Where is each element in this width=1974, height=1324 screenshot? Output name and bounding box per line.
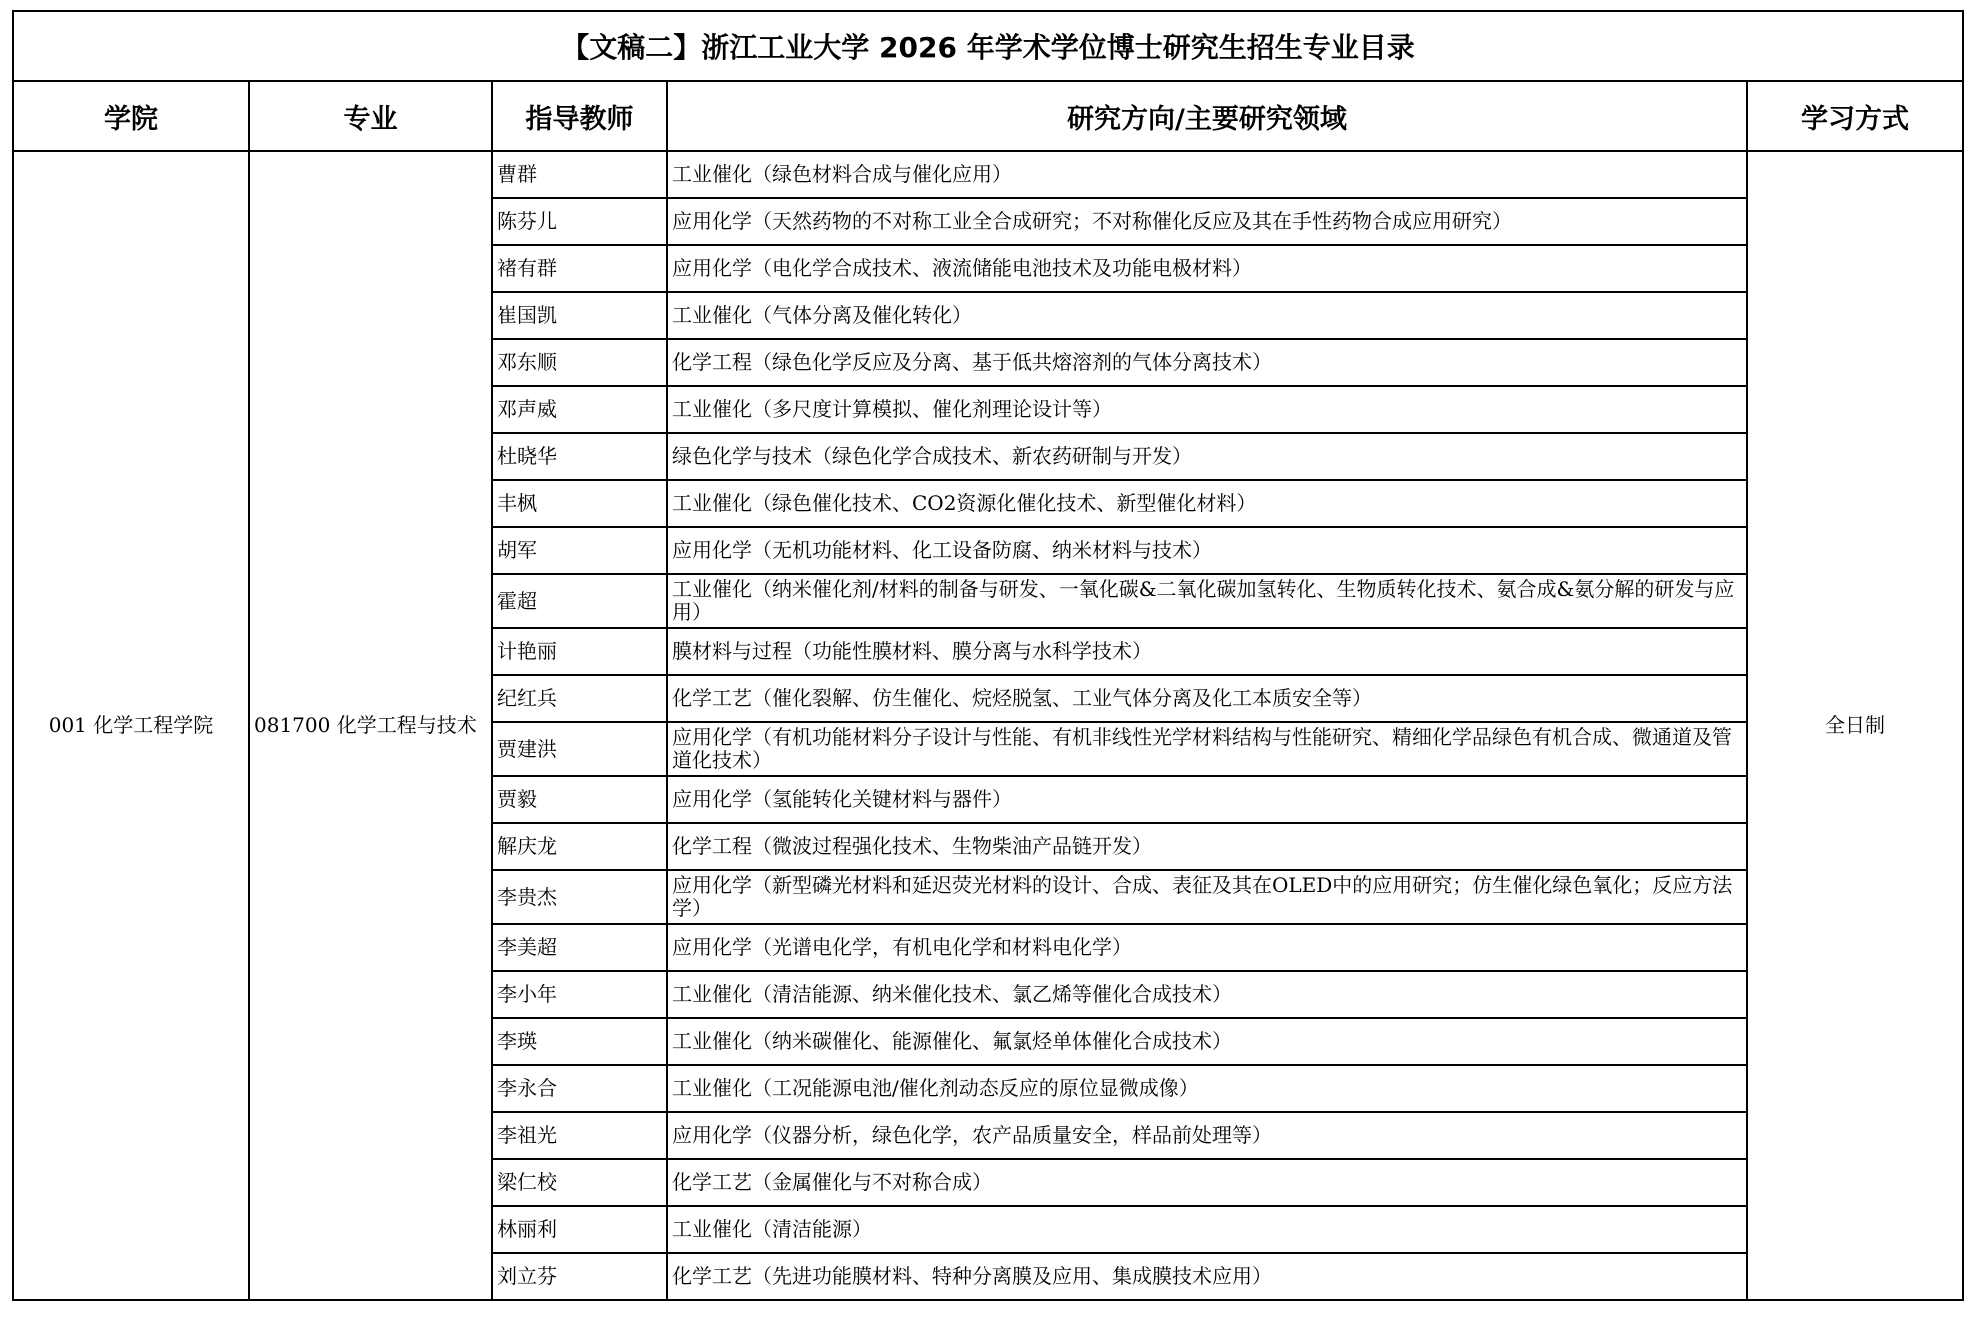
direction-cell: 工业催化（纳米碳催化、能源催化、氟氯烃单体催化合成技术） bbox=[667, 1018, 1747, 1065]
advisor-cell: 李贵杰 bbox=[492, 870, 667, 924]
advisor-cell: 李祖光 bbox=[492, 1112, 667, 1159]
header-major: 专业 bbox=[249, 81, 492, 151]
direction-cell: 绿色化学与技术（绿色化学合成技术、新农药研制与开发） bbox=[667, 433, 1747, 480]
direction-cell: 化学工程（绿色化学反应及分离、基于低共熔溶剂的气体分离技术） bbox=[667, 339, 1747, 386]
advisor-cell: 丰枫 bbox=[492, 480, 667, 527]
advisor-cell: 邓东顺 bbox=[492, 339, 667, 386]
page-title: 【文稿二】浙江工业大学 2026 年学术学位博士研究生招生专业目录 bbox=[13, 11, 1963, 81]
direction-cell: 化学工艺（先进功能膜材料、特种分离膜及应用、集成膜技术应用） bbox=[667, 1253, 1747, 1300]
advisor-cell: 贾毅 bbox=[492, 776, 667, 823]
advisor-cell: 李美超 bbox=[492, 924, 667, 971]
direction-cell: 工业催化（多尺度计算模拟、催化剂理论设计等） bbox=[667, 386, 1747, 433]
direction-cell: 应用化学（新型磷光材料和延迟荧光材料的设计、合成、表征及其在OLED中的应用研究；仿生催化绿色氧化；反应方法学） bbox=[667, 870, 1747, 924]
header-advisor: 指导教师 bbox=[492, 81, 667, 151]
advisor-cell: 纪红兵 bbox=[492, 675, 667, 722]
advisor-cell: 胡军 bbox=[492, 527, 667, 574]
direction-cell: 应用化学（无机功能材料、化工设备防腐、纳米材料与技术） bbox=[667, 527, 1747, 574]
direction-cell: 化学工程（微波过程强化技术、生物柴油产品链开发） bbox=[667, 823, 1747, 870]
college-cell: 001 化学工程学院 bbox=[13, 151, 249, 1300]
direction-cell: 膜材料与过程（功能性膜材料、膜分离与水科学技术） bbox=[667, 628, 1747, 675]
advisor-cell: 李永合 bbox=[492, 1065, 667, 1112]
catalog-table bbox=[12, 10, 1964, 1301]
direction-cell: 应用化学（氢能转化关键材料与器件） bbox=[667, 776, 1747, 823]
table-row bbox=[13, 151, 1963, 198]
direction-cell: 工业催化（气体分离及催化转化） bbox=[667, 292, 1747, 339]
direction-cell: 工业催化（清洁能源、纳米催化技术、氯乙烯等催化合成技术） bbox=[667, 971, 1747, 1018]
advisor-cell: 褚有群 bbox=[492, 245, 667, 292]
direction-cell: 工业催化（绿色催化技术、CO2资源化催化技术、新型催化材料） bbox=[667, 480, 1747, 527]
major-cell: 081700 化学工程与技术 bbox=[249, 151, 492, 1300]
header-mode: 学习方式 bbox=[1747, 81, 1963, 151]
direction-cell: 化学工艺（催化裂解、仿生催化、烷烃脱氢、工业气体分离及化工本质安全等） bbox=[667, 675, 1747, 722]
direction-cell: 化学工艺（金属催化与不对称合成） bbox=[667, 1159, 1747, 1206]
direction-cell: 应用化学（天然药物的不对称工业全合成研究；不对称催化反应及其在手性药物合成应用研究） bbox=[667, 198, 1747, 245]
advisor-cell: 霍超 bbox=[492, 574, 667, 628]
direction-cell: 应用化学（电化学合成技术、液流储能电池技术及功能电极材料） bbox=[667, 245, 1747, 292]
advisor-cell: 刘立芬 bbox=[492, 1253, 667, 1300]
direction-cell: 应用化学（光谱电化学，有机电化学和材料电化学） bbox=[667, 924, 1747, 971]
advisor-cell: 崔国凯 bbox=[492, 292, 667, 339]
direction-cell: 工业催化（清洁能源） bbox=[667, 1206, 1747, 1253]
header-direction: 研究方向/主要研究领域 bbox=[667, 81, 1747, 151]
advisor-cell: 邓声威 bbox=[492, 386, 667, 433]
advisor-cell: 计艳丽 bbox=[492, 628, 667, 675]
direction-cell: 应用化学（仪器分析，绿色化学，农产品质量安全，样品前处理等） bbox=[667, 1112, 1747, 1159]
direction-cell: 工业催化（纳米催化剂/材料的制备与研发、一氧化碳&二氧化碳加氢转化、生物质转化技术、氨合成&氨分解的研发与应用） bbox=[667, 574, 1747, 628]
direction-cell: 应用化学（有机功能材料分子设计与性能、有机非线性光学材料结构与性能研究、精细化学品绿色有机合成、微通道及管道化技术） bbox=[667, 722, 1747, 776]
advisor-cell: 李小年 bbox=[492, 971, 667, 1018]
advisor-cell: 解庆龙 bbox=[492, 823, 667, 870]
direction-cell: 工业催化（绿色材料合成与催化应用） bbox=[667, 151, 1747, 198]
advisor-cell: 贾建洪 bbox=[492, 722, 667, 776]
advisor-cell: 陈芬儿 bbox=[492, 198, 667, 245]
advisor-cell: 林丽利 bbox=[492, 1206, 667, 1253]
header-college: 学院 bbox=[13, 81, 249, 151]
table-body bbox=[13, 151, 1963, 1300]
direction-cell: 工业催化（工况能源电池/催化剂动态反应的原位显微成像） bbox=[667, 1065, 1747, 1112]
advisor-cell: 杜晓华 bbox=[492, 433, 667, 480]
advisor-cell: 梁仁校 bbox=[492, 1159, 667, 1206]
study-mode-cell: 全日制 bbox=[1747, 151, 1963, 1300]
advisor-cell: 曹群 bbox=[492, 151, 667, 198]
advisor-cell: 李瑛 bbox=[492, 1018, 667, 1065]
